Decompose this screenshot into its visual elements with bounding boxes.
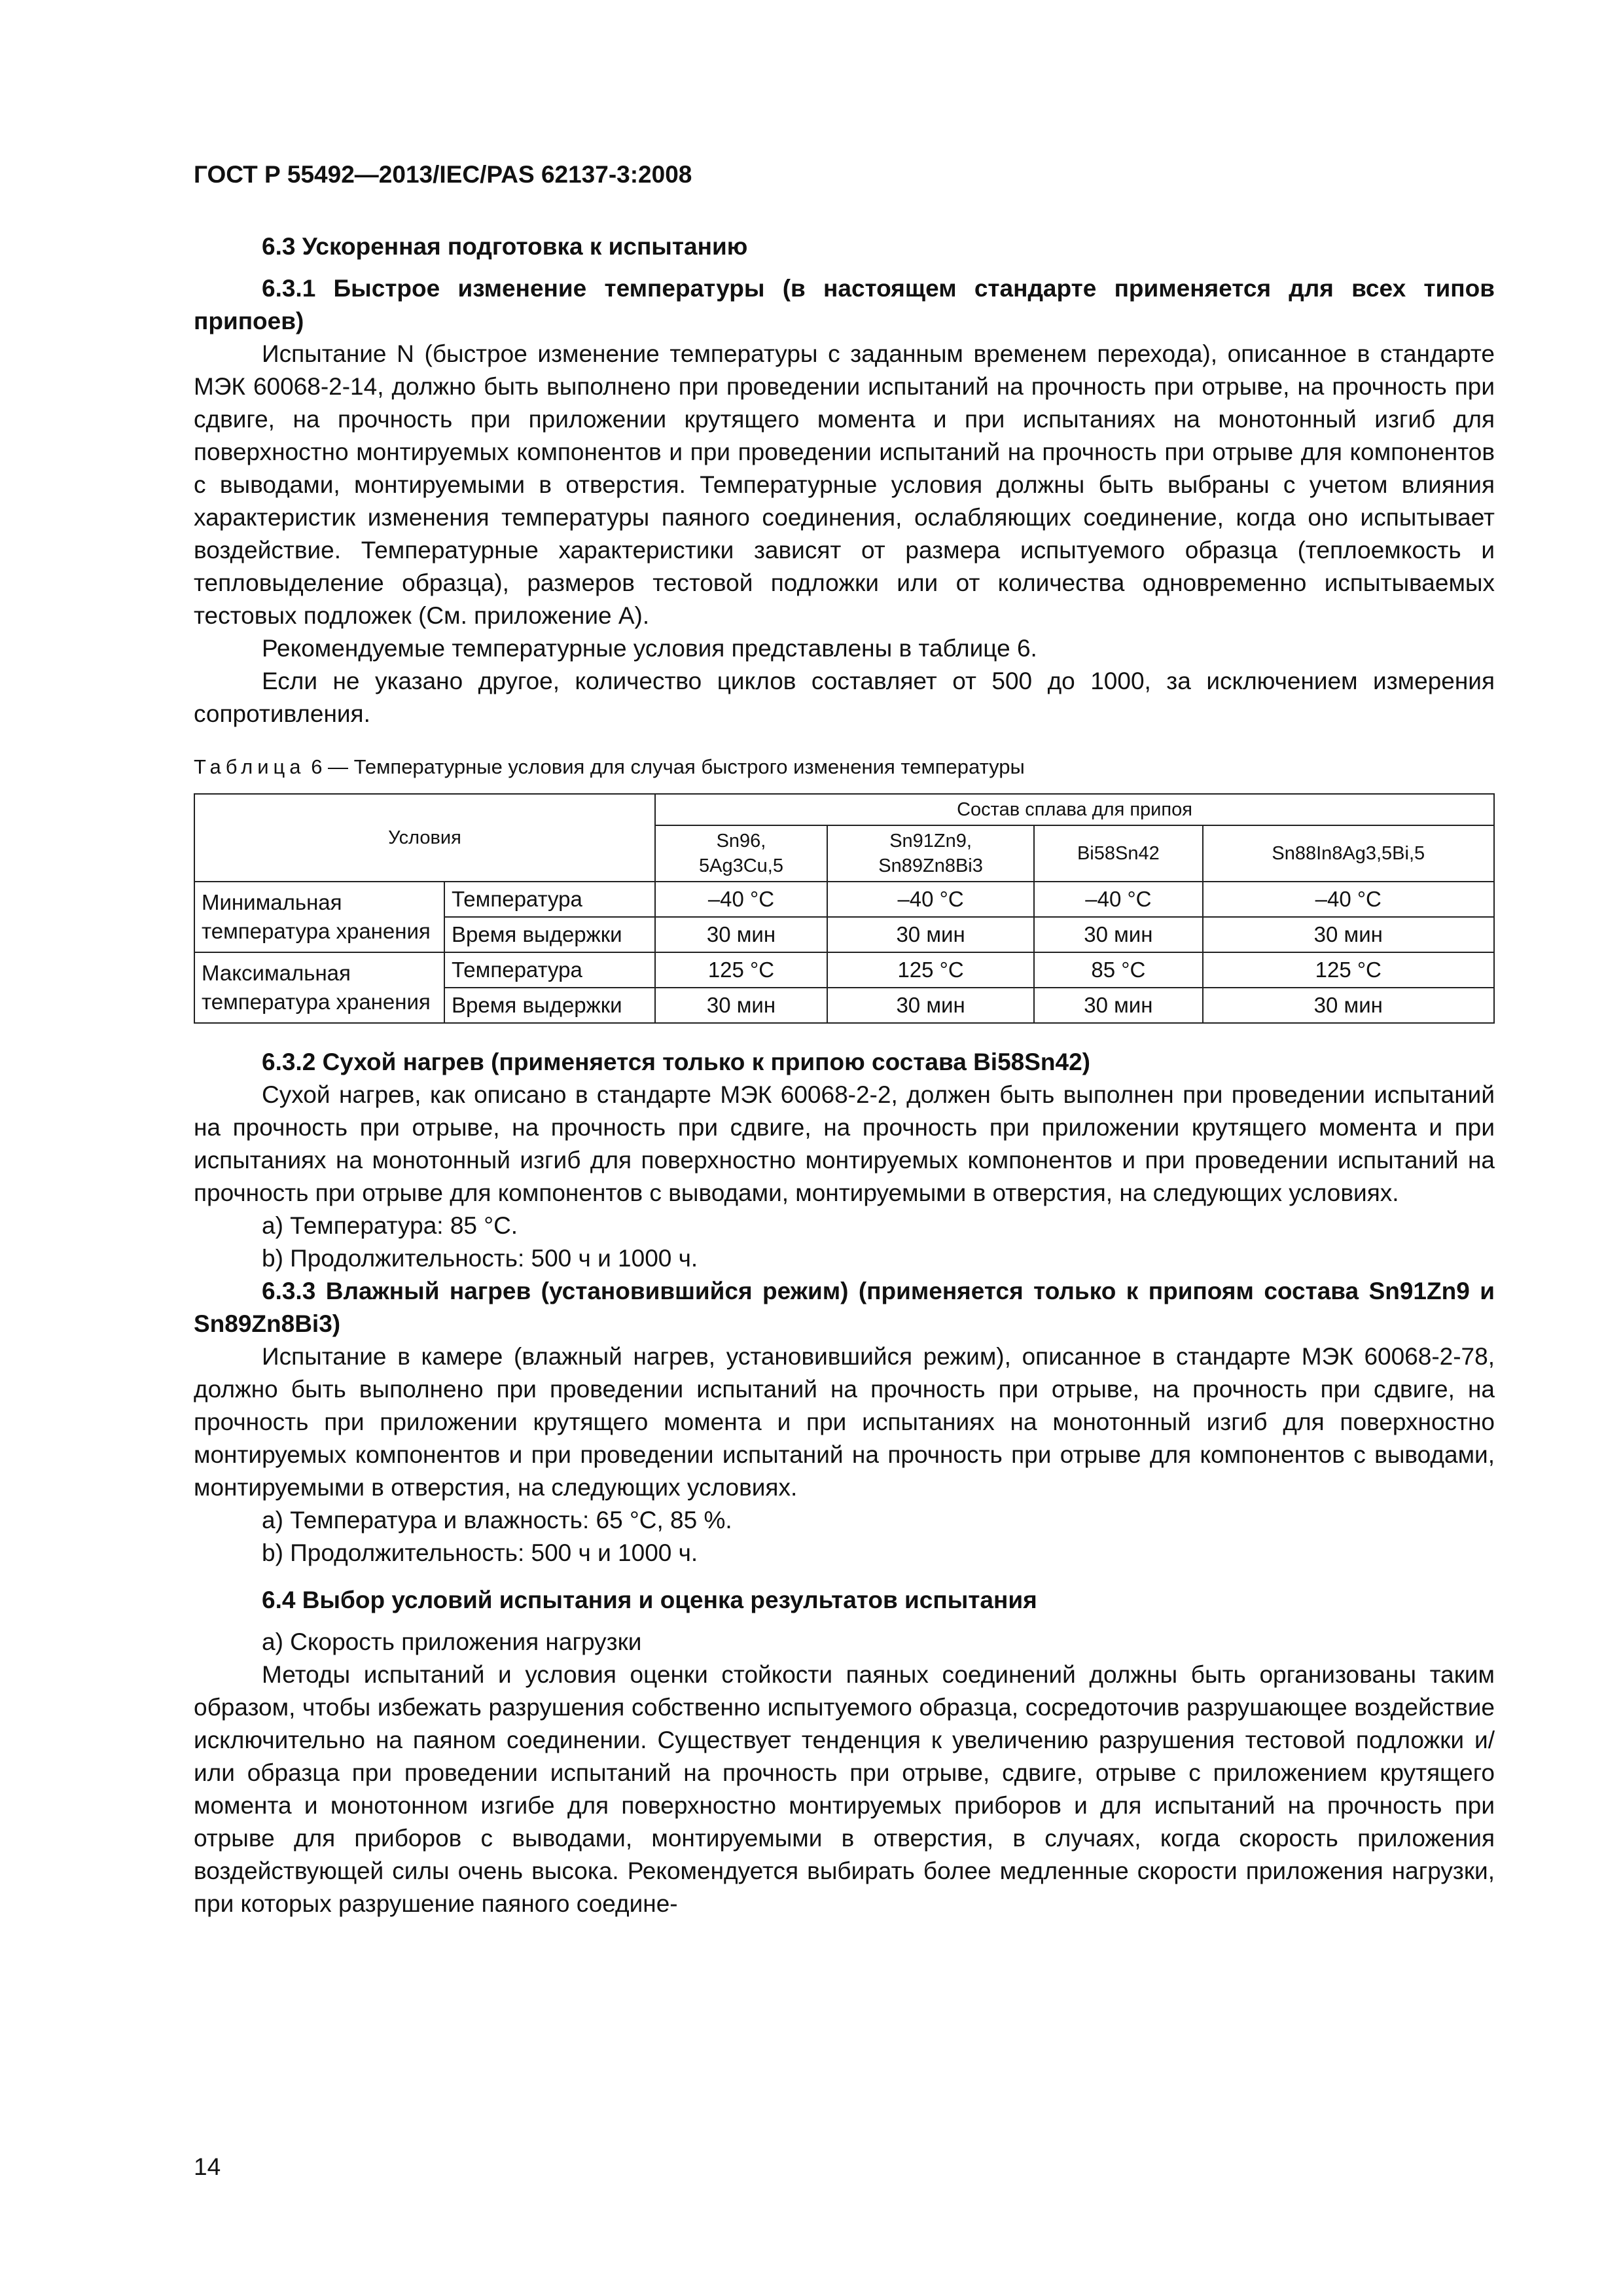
table-cell: 30 мин <box>827 917 1034 952</box>
page-number: 14 <box>194 2153 221 2180</box>
section-6-3-heading: 6.3 Ускоренная подготовка к испытанию <box>262 233 748 260</box>
table-cell: 30 мин <box>1203 988 1494 1023</box>
table-6 <box>194 793 1495 1024</box>
section-6-3-3-item-b: b) Продолжительность: 500 ч и 1000 ч. <box>262 1539 698 1566</box>
document-header: ГОСТ Р 55492—2013/IEC/PAS 62137-3:2008 <box>194 161 692 188</box>
table-param-cell: Время выдержки <box>444 917 655 952</box>
table-cell: 30 мин <box>1203 917 1494 952</box>
table-param-cell: Время выдержки <box>444 988 655 1023</box>
section-6-4-heading: 6.4 Выбор условий испытания и оценка результатов испытания <box>262 1587 1037 1613</box>
table-cell: –40 °C <box>827 882 1034 917</box>
section-6-3-1-paragraph-1: Испытание N (быстрое изменение температуры с заданным временем перехода), описанное в стандарте МЭК 60068-2-14, должно быть выполнено при проведении испытаний на прочность при отрыве, на прочность при сдвиге, на прочность при приложении крутящего момента и при испытаниях на монотонный изгиб для поверхностно монтируемых компонентов и при проведении испытаний на прочность при отрыве для компонентов с выводами, монтируемыми в отверстия. Температурные условия должны быть выбраны с учетом влияния характеристик изменения температуры паяного соединения, ослабляющих соединение, когда оно испытывает воздействие. Температурные характеристики зависят от размера испытуемого образца (теплоемкость и тепловыделение образца), размеров тестовой подложки или от количества одновременно испытываемых тестовых подложек (См. приложение А). <box>194 340 1495 629</box>
section-6-3-1-paragraph-3: Если не указано другое, количество циклов составляет от 500 до 1000, за исключением измерения сопротивления. <box>194 668 1495 727</box>
section-6-3-3-item-a: a) Температура и влажность: 65 °C, 85 %. <box>262 1507 732 1534</box>
table-cell: 125 °C <box>1203 952 1494 988</box>
section-6-3-2-heading: 6.3.2 Сухой нагрев (применяется только к припою состава Bi58Sn42) <box>262 1049 1091 1075</box>
table-cell: –40 °C <box>1034 882 1202 917</box>
table-cell: 85 °C <box>1034 952 1202 988</box>
table-cell: 125 °C <box>827 952 1034 988</box>
table-row <box>194 952 1494 988</box>
section-6-3-2-paragraph-1: Сухой нагрев, как описано в стандарте МЭК 60068-2-2, должен быть выполнен при проведении испытаний на прочность при отрыве, на прочность при сдвиге, на прочность при приложении крутящего момента и при испытаниях на монотонный изгиб для поверхностно монтируемых компонентов и при проведении испытаний на прочность при отрыве для компонентов с выводами, монтируемыми в отверстия, на следующих условиях. <box>194 1081 1495 1206</box>
table-6-caption <box>194 754 1495 780</box>
table-cell: 30 мин <box>1034 917 1202 952</box>
table-cell: 30 мин <box>1034 988 1202 1023</box>
section-6-3-1-heading: 6.3.1 Быстрое изменение температуры (в настоящем стандарте применяется для всех типов припоев) <box>194 275 1495 334</box>
table-header-conditions: Условия <box>194 794 655 882</box>
table-group-label: Минимальная температура хранения <box>194 882 444 952</box>
section-6-4-item-a: a) Скорость приложения нагрузки <box>262 1628 642 1655</box>
table-param-cell: Температура <box>444 882 655 917</box>
table-header-alloy-3: Bi58Sn42 <box>1034 825 1202 882</box>
table-header-alloy-2: Sn91Zn9, Sn89Zn8Bi3 <box>827 825 1034 882</box>
table-header-alloy: Состав сплава для припоя <box>655 794 1494 825</box>
table-caption-text: 6 — Температурные условия для случая быстрого изменения температуры <box>311 755 1025 778</box>
table-header-alloy-1: Sn96, 5Ag3Cu,5 <box>655 825 827 882</box>
section-6-3-2-item-b: b) Продолжительность: 500 ч и 1000 ч. <box>262 1245 698 1272</box>
table-cell: 125 °C <box>655 952 827 988</box>
table-caption-label: Таблица <box>194 755 306 778</box>
section-6-3-3-heading: 6.3.3 Влажный нагрев (установившийся режим) (применяется только к припоям состава Sn91Zn9 и Sn89Zn8Bi3) <box>194 1278 1495 1337</box>
table-cell: 30 мин <box>827 988 1034 1023</box>
table-param-cell: Температура <box>444 952 655 988</box>
table-cell: 30 мин <box>655 917 827 952</box>
table-group-label: Максимальная температура хранения <box>194 952 444 1023</box>
document-body <box>194 230 1495 1920</box>
table-cell: –40 °C <box>655 882 827 917</box>
table-cell: –40 °C <box>1203 882 1494 917</box>
section-6-3-3-paragraph-1: Испытание в камере (влажный нагрев, установившийся режим), описанное в стандарте МЭК 60068-2-78, должно быть выполнено при проведении испытаний на прочность при отрыве, на прочность при сдвиге, на прочность при приложении крутящего момента и при испытаниях на монотонный изгиб для поверхностно монтируемых компонентов и при проведении испытаний на прочность при отрыве для компонентов с выводами, монтируемыми в отверстия, на следующих условиях. <box>194 1343 1495 1501</box>
table-cell: 30 мин <box>655 988 827 1023</box>
section-6-4-paragraph-1: Методы испытаний и условия оценки стойкости паяных соединений должны быть организованы таким образом, чтобы избежать разрушения собственно испытуемого образца, сосредоточив разрушающее воздействие исключительно на паяном соединении. Существует тенденция к увеличению разрушения тестовой подложки и/или образца при проведении испытаний на прочность при отрыве, сдвиге, отрыве с приложением крутящего момента и монотонном изгибе для поверхностно монтируемых приборов и для испытаний на прочность при отрыве для приборов с выводами, монтируемыми в отверстия, в случаях, когда скорость приложения воздействующей силы очень высока. Рекомендуется выбирать более медленные скорости приложения нагрузки, при которых разрушение паяного соедине- <box>194 1661 1495 1917</box>
table-header-alloy-4: Sn88In8Ag3,5Bi,5 <box>1203 825 1494 882</box>
section-6-3-2-item-a: a) Температура: 85 °C. <box>262 1212 518 1239</box>
table-row <box>194 882 1494 917</box>
section-6-3-1-paragraph-2: Рекомендуемые температурные условия представлены в таблице 6. <box>262 635 1037 662</box>
